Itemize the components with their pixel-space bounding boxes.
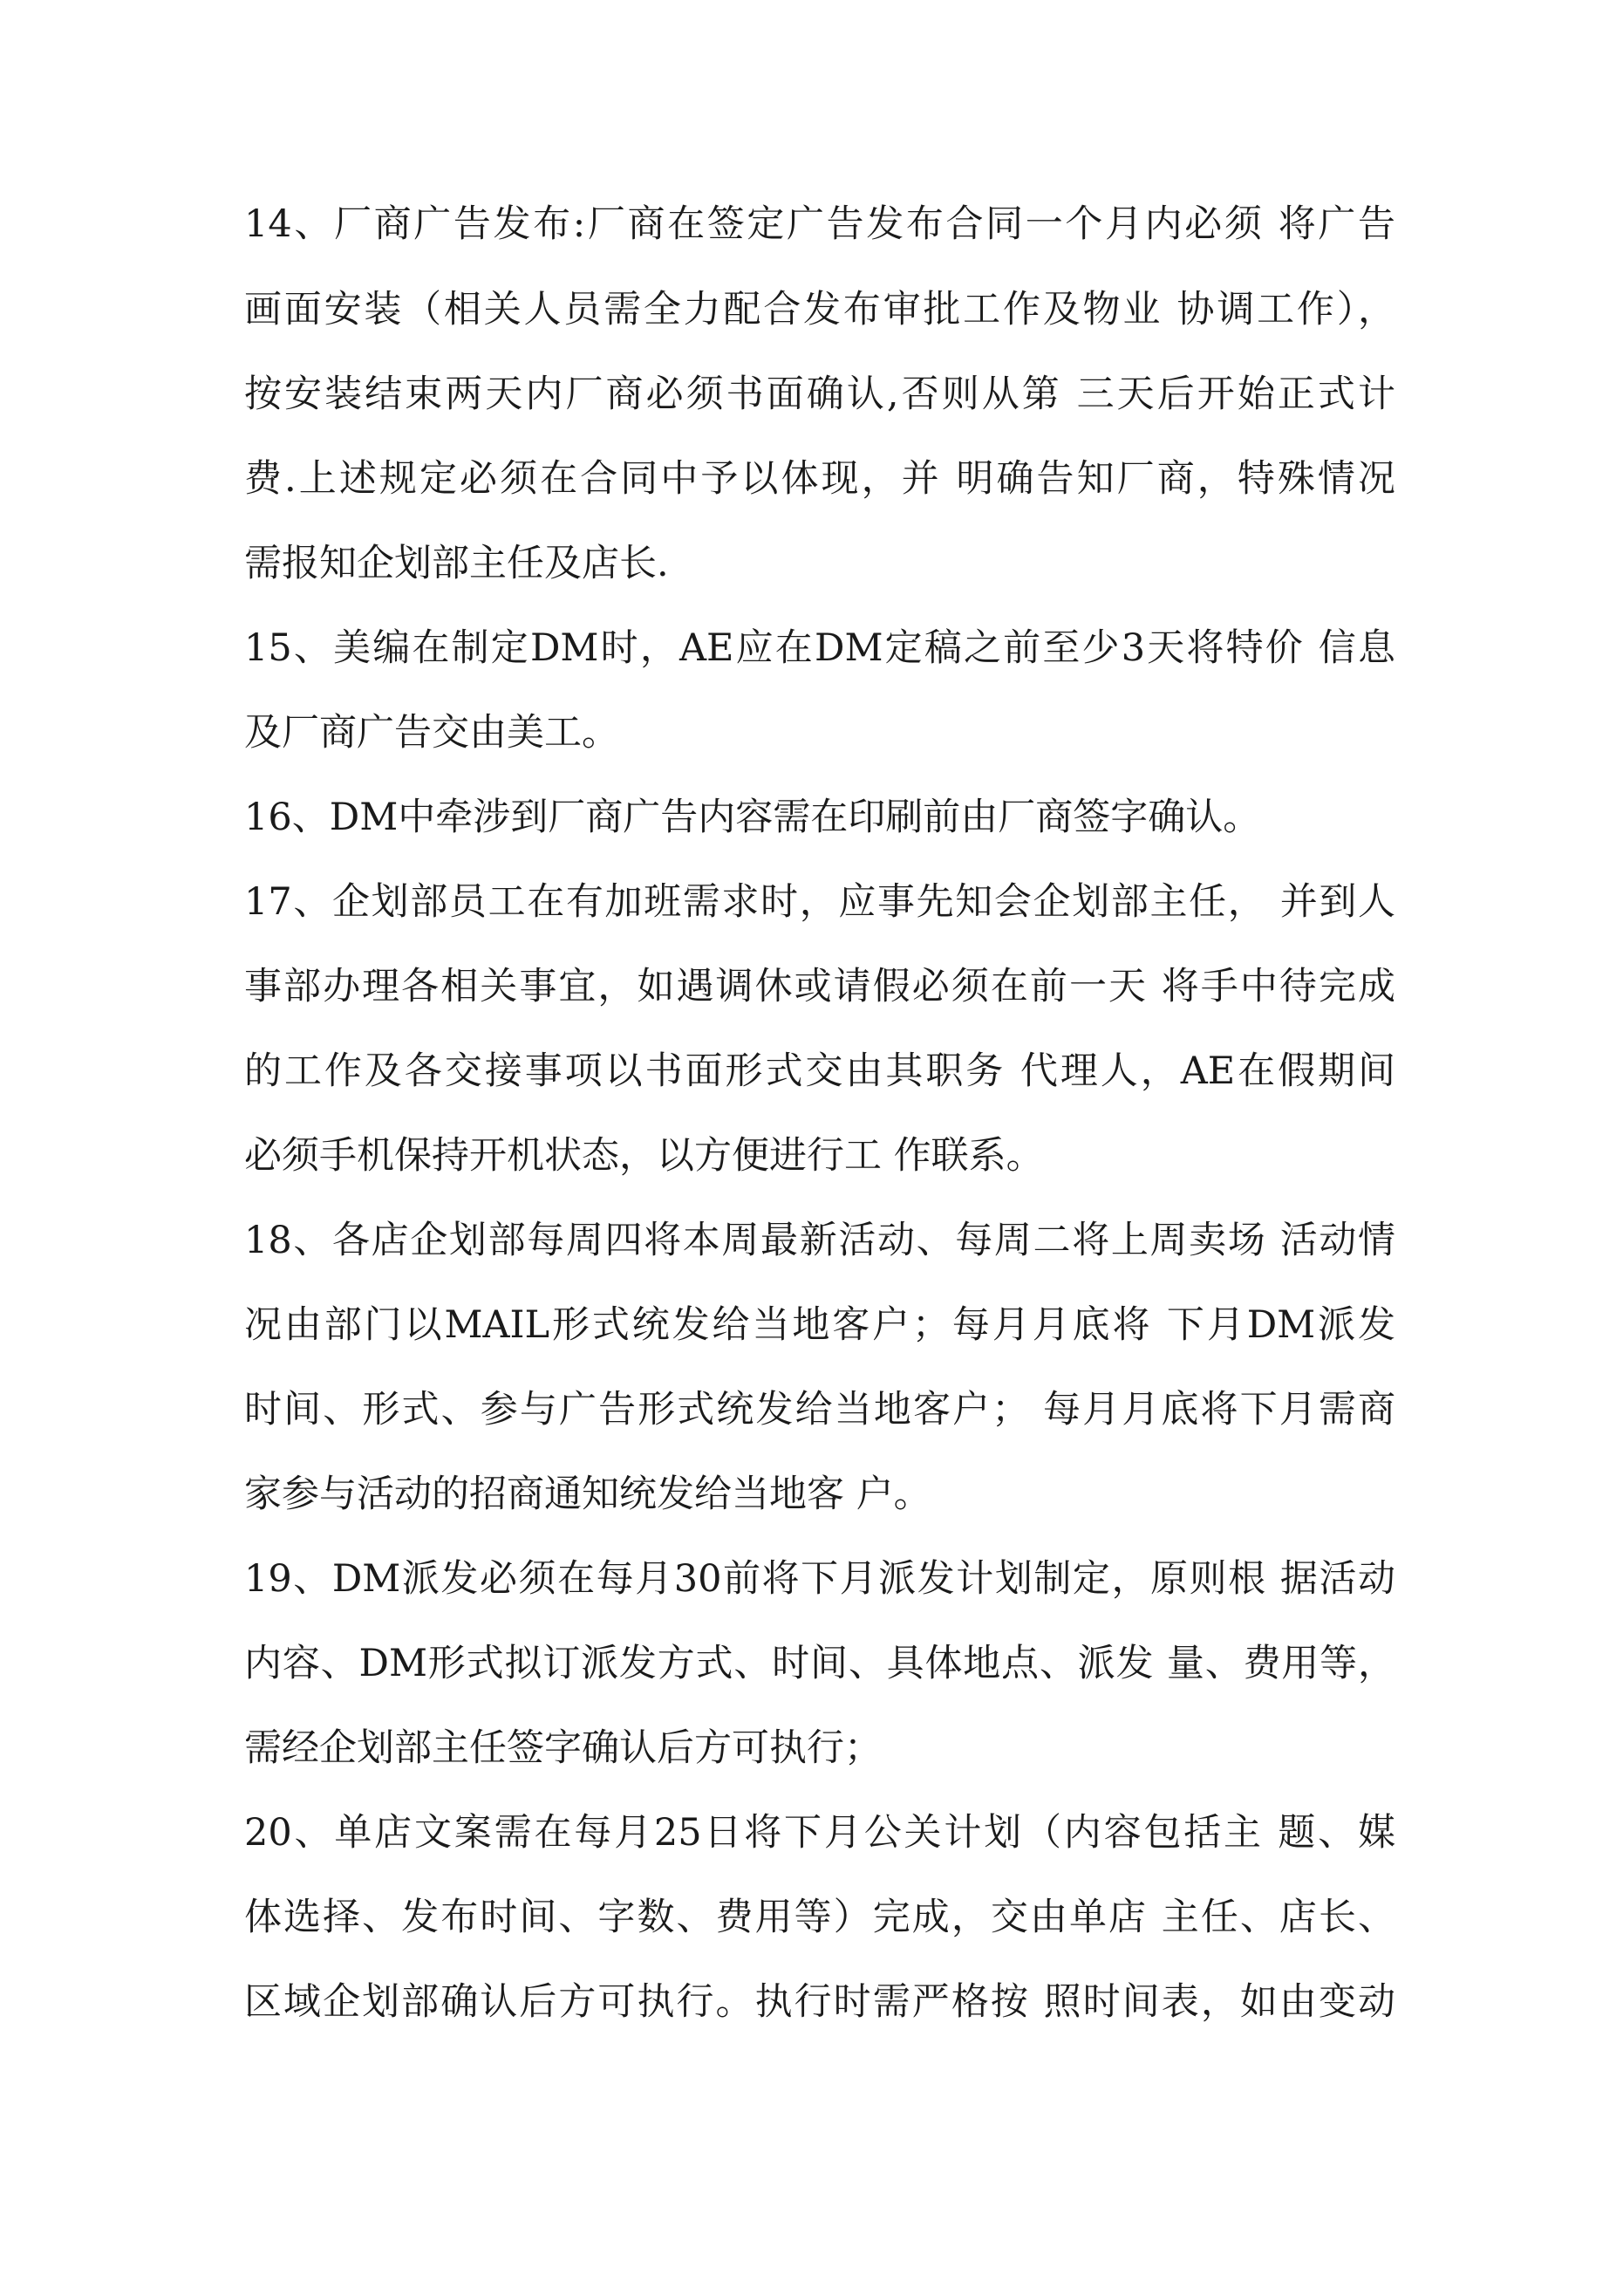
text-line: 及厂商广告交由美工。 [244,711,619,755]
text-line: 内容、DM形式拟订派发方式、时间、具体地点、派发 量、费用等， [244,1642,1395,1685]
text-line: 需经企划部主任签字确认后方可执行； [244,1726,882,1770]
text-line: 必须手机保持开机状态，以方便进行工 作联系。 [244,1134,1044,1178]
text-line: 需报知企划部主任及店长. [244,542,669,585]
text-line: 费.上述规定必须在合同中予以体现，并 明确告知厂商，特殊情况 [244,457,1395,501]
text-line: 区域企划部确认后方可执行。执行时需严格按 照时间表，如由变动 [244,1980,1395,2024]
text-line: 15、美编在制定DM时，AE应在DM定稿之前至少3天将特价 信息 [244,626,1395,670]
text-line: 19、DM派发必须在每月30前将下月派发计划制定，原则根 据活动 [244,1557,1395,1601]
text-line: 的工作及各交接事项以书面形式交由其职务 代理人，AE在假期间 [244,1049,1395,1093]
text-line: 画面安装（相关人员需全力配合发布审批工作及物业 协调工作）， [244,288,1395,331]
text-line: 体选择、发布时间、字数、费用等）完成，交由单店 主任、店长、 [244,1896,1395,1939]
text-line: 20、单店文案需在每月25日将下月公关计划（内容包括主 题、媒 [244,1811,1395,1855]
text-line: 家参与活动的招商通知统发给当地客 户。 [244,1473,931,1516]
text-line: 17、企划部员工在有加班需求时，应事先知会企划部主任， 并到人 [244,880,1395,924]
text-line: 16、DM中牵涉到厂商广告内容需在印刷前由厂商签字确认。 [244,796,1261,839]
text-line: 18、各店企划部每周四将本周最新活动、每周二将上周卖场 活动情 [244,1219,1395,1262]
text-line: 按安装结束两天内厂商必须书面确认,否则从第 三天后开始正式计 [244,372,1395,416]
text-line: 况由部门以MAIL形式统发给当地客户；每月月底将 下月DM派发 [244,1303,1395,1347]
text-line: 事部办理各相关事宜，如遇调休或请假必须在前一天 将手中待完成 [244,965,1395,1008]
text-line: 14、厂商广告发布:厂商在签定广告发布合同一个月内必须 将广告 [244,202,1395,246]
text-line: 时间、形式、参与广告形式统发给当地客户； 每月月底将下月需商 [244,1388,1395,1432]
